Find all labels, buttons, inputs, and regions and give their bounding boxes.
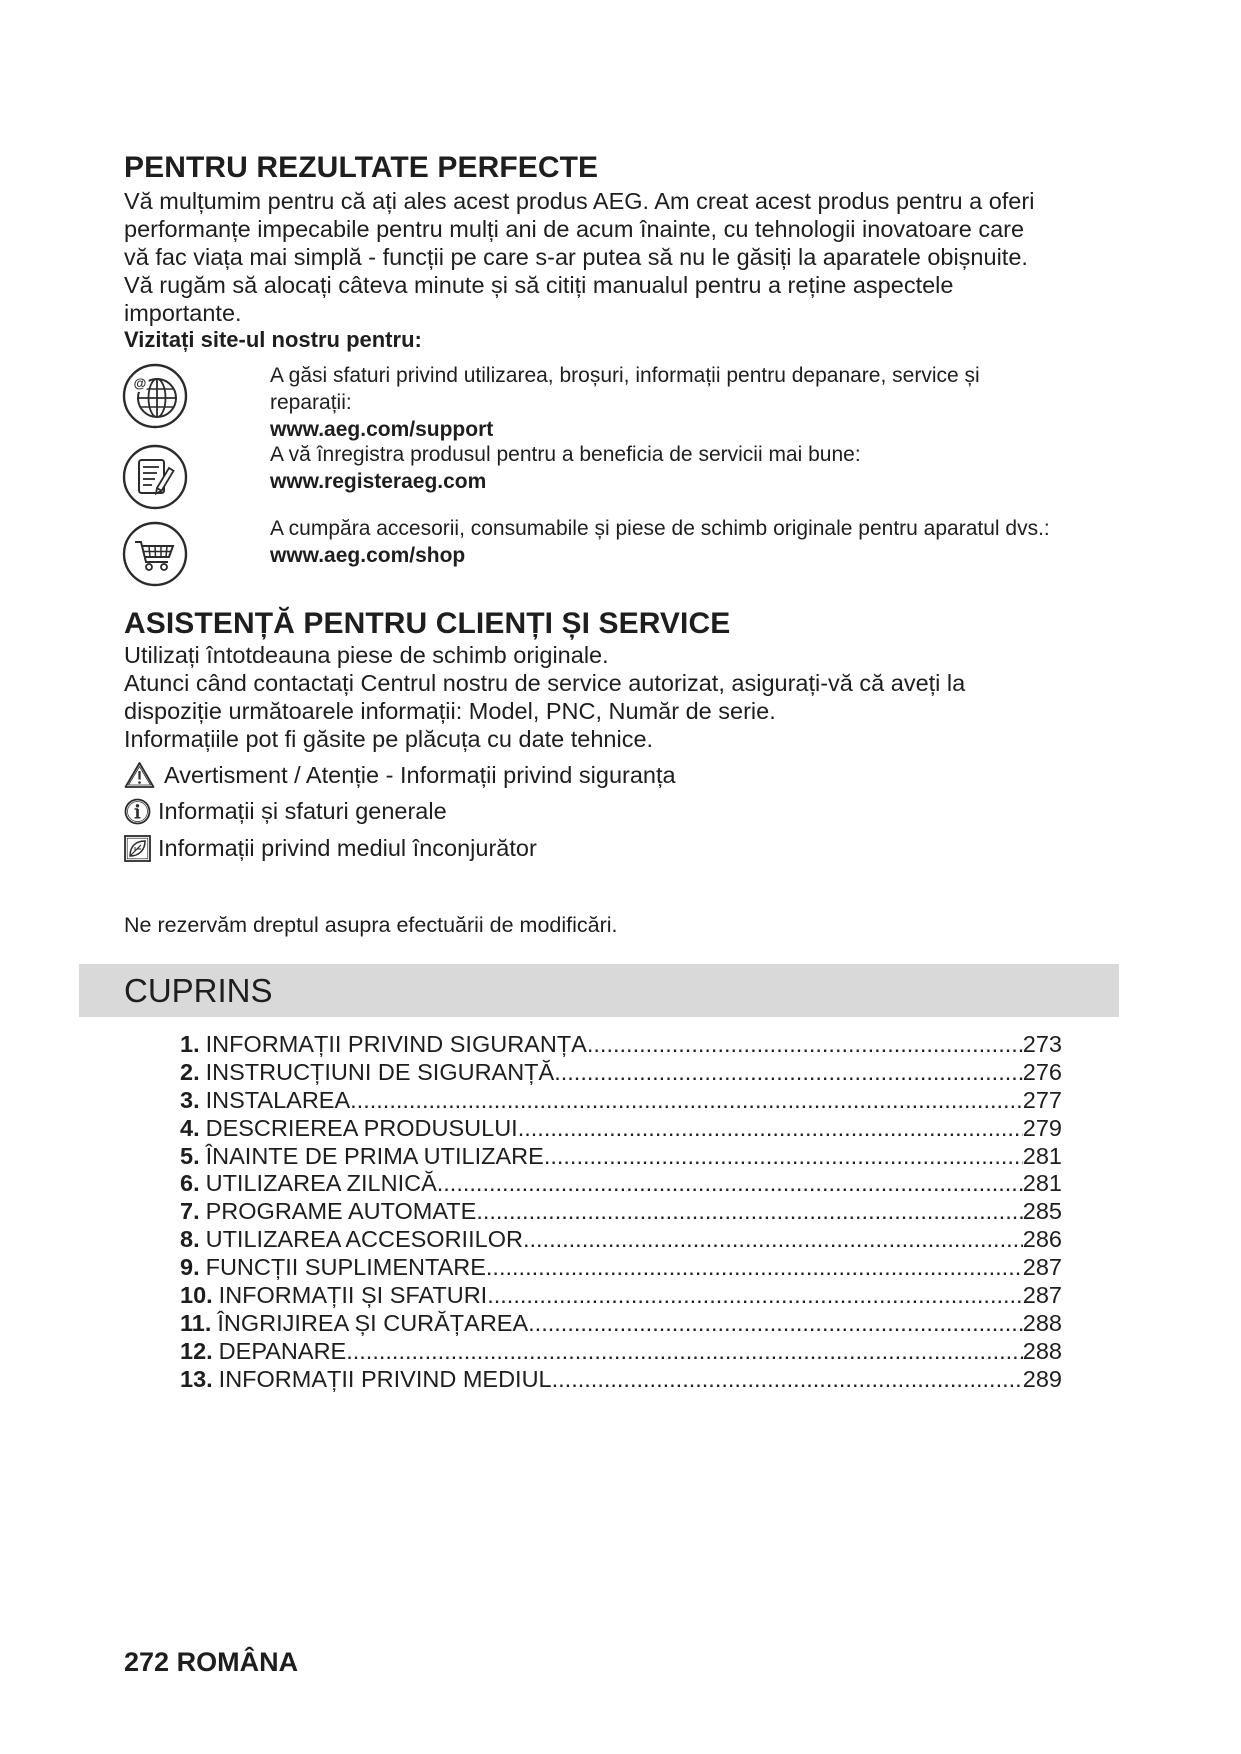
toc-entry-page: 287: [1022, 1282, 1062, 1309]
toc-entry[interactable]: [180, 1087, 1062, 1115]
toc-dot-leader: [587, 1031, 1023, 1059]
contents-title: CUPRINS: [124, 972, 273, 1009]
toc-entry-title: INSTRUCȚIUNI DE SIGURANȚĂ: [205, 1058, 555, 1085]
section-title-customer-support: ASISTENȚĂ PENTRU CLIENȚI ȘI SERVICE: [124, 607, 731, 640]
intro-line: performanțe impecabile pentru mulți ani de acum înainte, cu tehnologii inovatoare care: [124, 215, 1025, 242]
toc-entry[interactable]: [180, 1282, 1062, 1310]
toc-entry-title: DEPANARE: [218, 1337, 347, 1364]
support-paragraph: [124, 641, 965, 753]
toc-entry-number: 5.: [180, 1142, 200, 1169]
disclaimer-text: Ne rezervăm dreptul asupra efectuării de modificări.: [124, 913, 618, 937]
visit-website-label: Vizitați site-ul nostru pentru:: [124, 327, 422, 352]
intro-paragraph: [124, 188, 1034, 328]
legend-environment-text: Informații privind mediul înconjurător: [158, 834, 537, 861]
toc-entry-number: 10.: [180, 1282, 213, 1309]
toc-entry-number: 7.: [180, 1198, 200, 1225]
toc-entry[interactable]: [180, 1254, 1062, 1282]
footer-page-number: 272: [124, 1647, 170, 1677]
toc-entry-number: 1.: [180, 1031, 200, 1057]
toc-dot-leader: [523, 1226, 1023, 1254]
warning-triangle-icon: [124, 761, 155, 789]
toc-entry-page: 289: [1022, 1365, 1062, 1392]
legend-warning-text: Avertisment / Atenție - Informații privind siguranța: [164, 761, 676, 788]
legend-warning: [124, 760, 676, 790]
toc-dot-leader: [518, 1115, 1023, 1143]
info-circle-icon: [124, 798, 151, 825]
toc-dot-leader: [476, 1198, 1022, 1226]
toc-entry-number: 11.: [180, 1309, 212, 1336]
register-link-block: [270, 441, 861, 495]
support-link-description: reparații:: [270, 391, 352, 414]
toc-entry[interactable]: [180, 1115, 1062, 1143]
toc-entry-page: 279: [1022, 1114, 1062, 1141]
toc-dot-leader: [346, 1338, 1023, 1366]
intro-line: vă fac viața mai simplă - funcții pe care s-ar putea să nu le găsiți la aparatele obișnuite.: [124, 243, 1028, 270]
register-link-description: A vă înregistra produsul pentru a beneficia de servicii mai bune:: [270, 443, 861, 466]
legend-environment: [124, 833, 537, 863]
toc-entry[interactable]: [180, 1059, 1062, 1087]
legend-info: [124, 796, 447, 826]
toc-entry[interactable]: [180, 1143, 1062, 1171]
toc-entry-number: 2.: [180, 1058, 200, 1085]
svg-text:@: @: [133, 375, 147, 391]
toc-entry[interactable]: [180, 1338, 1062, 1366]
leaf-icon: [124, 835, 151, 862]
toc-entry-page: 287: [1022, 1254, 1062, 1281]
toc-entry-page: 286: [1022, 1226, 1062, 1253]
toc-entry[interactable]: [180, 1198, 1062, 1226]
support-line: dispoziție următoarele informații: Model, PNC, Număr de serie.: [124, 698, 776, 724]
support-url-link[interactable]: www.aeg.com/support: [270, 418, 494, 441]
intro-line: Vă rugăm să alocați câteva minute și să citiți manualul pentru a reține aspectele: [124, 271, 954, 298]
toc-entry-page: 277: [1022, 1086, 1062, 1113]
toc-entry-title: DESCRIEREA PRODUSULUI: [205, 1114, 518, 1141]
support-line: Utilizați întotdeauna piese de schimb originale.: [124, 642, 609, 668]
shopping-cart-icon: [122, 521, 188, 587]
toc-entry-title: ÎNAINTE DE PRIMA UTILIZARE: [205, 1142, 544, 1169]
footer-language: ROMÂNA: [176, 1647, 299, 1677]
toc-entry-page: 281: [1022, 1142, 1062, 1169]
toc-entry-page: 281: [1022, 1170, 1062, 1197]
toc-entry-title: FUNCȚII SUPLIMENTARE: [205, 1254, 486, 1281]
contents-header-band: [79, 964, 1119, 1017]
intro-line: Vă mulțumim pentru că ați ales acest produs AEG. Am creat acest produs pentru a oferi: [124, 188, 1035, 214]
shop-url-link[interactable]: www.aeg.com/shop: [270, 544, 466, 567]
support-line: Informațiile pot fi găsite pe plăcuța cu date tehnice.: [124, 726, 654, 752]
toc-entry-number: 3.: [180, 1086, 200, 1113]
toc-entry[interactable]: [180, 1366, 1062, 1394]
toc-entry[interactable]: [180, 1226, 1062, 1254]
toc-dot-leader: [350, 1087, 1023, 1115]
legend-info-text: Informații și sfaturi generale: [158, 797, 447, 824]
register-url-link[interactable]: www.registeraeg.com: [270, 470, 487, 493]
toc-entry-title: INFORMAȚII ȘI SFATURI: [218, 1282, 488, 1309]
toc-entry-page: 288: [1022, 1337, 1062, 1364]
toc-entry-title: ÎNGRIJIREA ȘI CURĂȚAREA: [217, 1309, 529, 1336]
toc-entry-title: INSTALAREA: [205, 1086, 351, 1113]
toc-entry-title: PROGRAME AUTOMATE: [205, 1198, 477, 1225]
section-title-perfect-results: PENTRU REZULTATE PERFECTE: [124, 151, 599, 184]
toc-entry-title: UTILIZAREA ACCESORIILOR: [205, 1226, 523, 1253]
toc-entry[interactable]: [180, 1310, 1062, 1338]
toc-entry-page: 288: [1022, 1309, 1062, 1336]
toc-dot-leader: [487, 1282, 1023, 1310]
toc-dot-leader: [544, 1143, 1023, 1171]
support-link-description: A găsi sfaturi privind utilizarea, broșuri, informații pentru depanare, service și: [270, 364, 980, 387]
shop-link-block: [270, 515, 1050, 569]
toc-dot-leader: [437, 1170, 1023, 1198]
toc-entry-number: 8.: [180, 1226, 200, 1253]
toc-entry[interactable]: [180, 1031, 1062, 1059]
toc-entry-number: 12.: [180, 1337, 213, 1364]
toc-entry[interactable]: [180, 1170, 1062, 1198]
support-line: Atunci când contactați Centrul nostru de service autorizat, asigurați-vă că aveți la: [124, 670, 966, 696]
register-notepad-icon: [122, 444, 188, 510]
toc-entry-number: 9.: [180, 1254, 200, 1281]
toc-dot-leader: [552, 1366, 1023, 1394]
support-link-block: [270, 362, 980, 443]
toc-dot-leader: [486, 1254, 1023, 1282]
shop-link-description: A cumpăra accesorii, consumabile și piese de schimb originale pentru aparatul dvs.:: [270, 517, 1050, 540]
table-of-contents: [180, 1031, 1062, 1394]
toc-entry-number: 6.: [180, 1170, 200, 1197]
toc-dot-leader: [528, 1310, 1023, 1338]
toc-entry-number: 13.: [180, 1365, 213, 1392]
toc-entry-page: 276: [1022, 1058, 1062, 1085]
toc-entry-title: UTILIZAREA ZILNICĂ: [205, 1170, 437, 1197]
toc-entry-page: 273: [1022, 1031, 1062, 1057]
toc-dot-leader: [554, 1059, 1023, 1087]
toc-entry-title: INFORMAȚII PRIVIND MEDIUL: [218, 1365, 552, 1392]
globe-at-icon: [122, 363, 188, 429]
toc-entry-number: 4.: [180, 1114, 200, 1141]
toc-entry-title: INFORMAȚII PRIVIND SIGURANȚA: [205, 1031, 587, 1057]
intro-line: importante.: [124, 299, 242, 326]
page-footer: [124, 1646, 298, 1678]
toc-entry-page: 285: [1022, 1198, 1062, 1225]
